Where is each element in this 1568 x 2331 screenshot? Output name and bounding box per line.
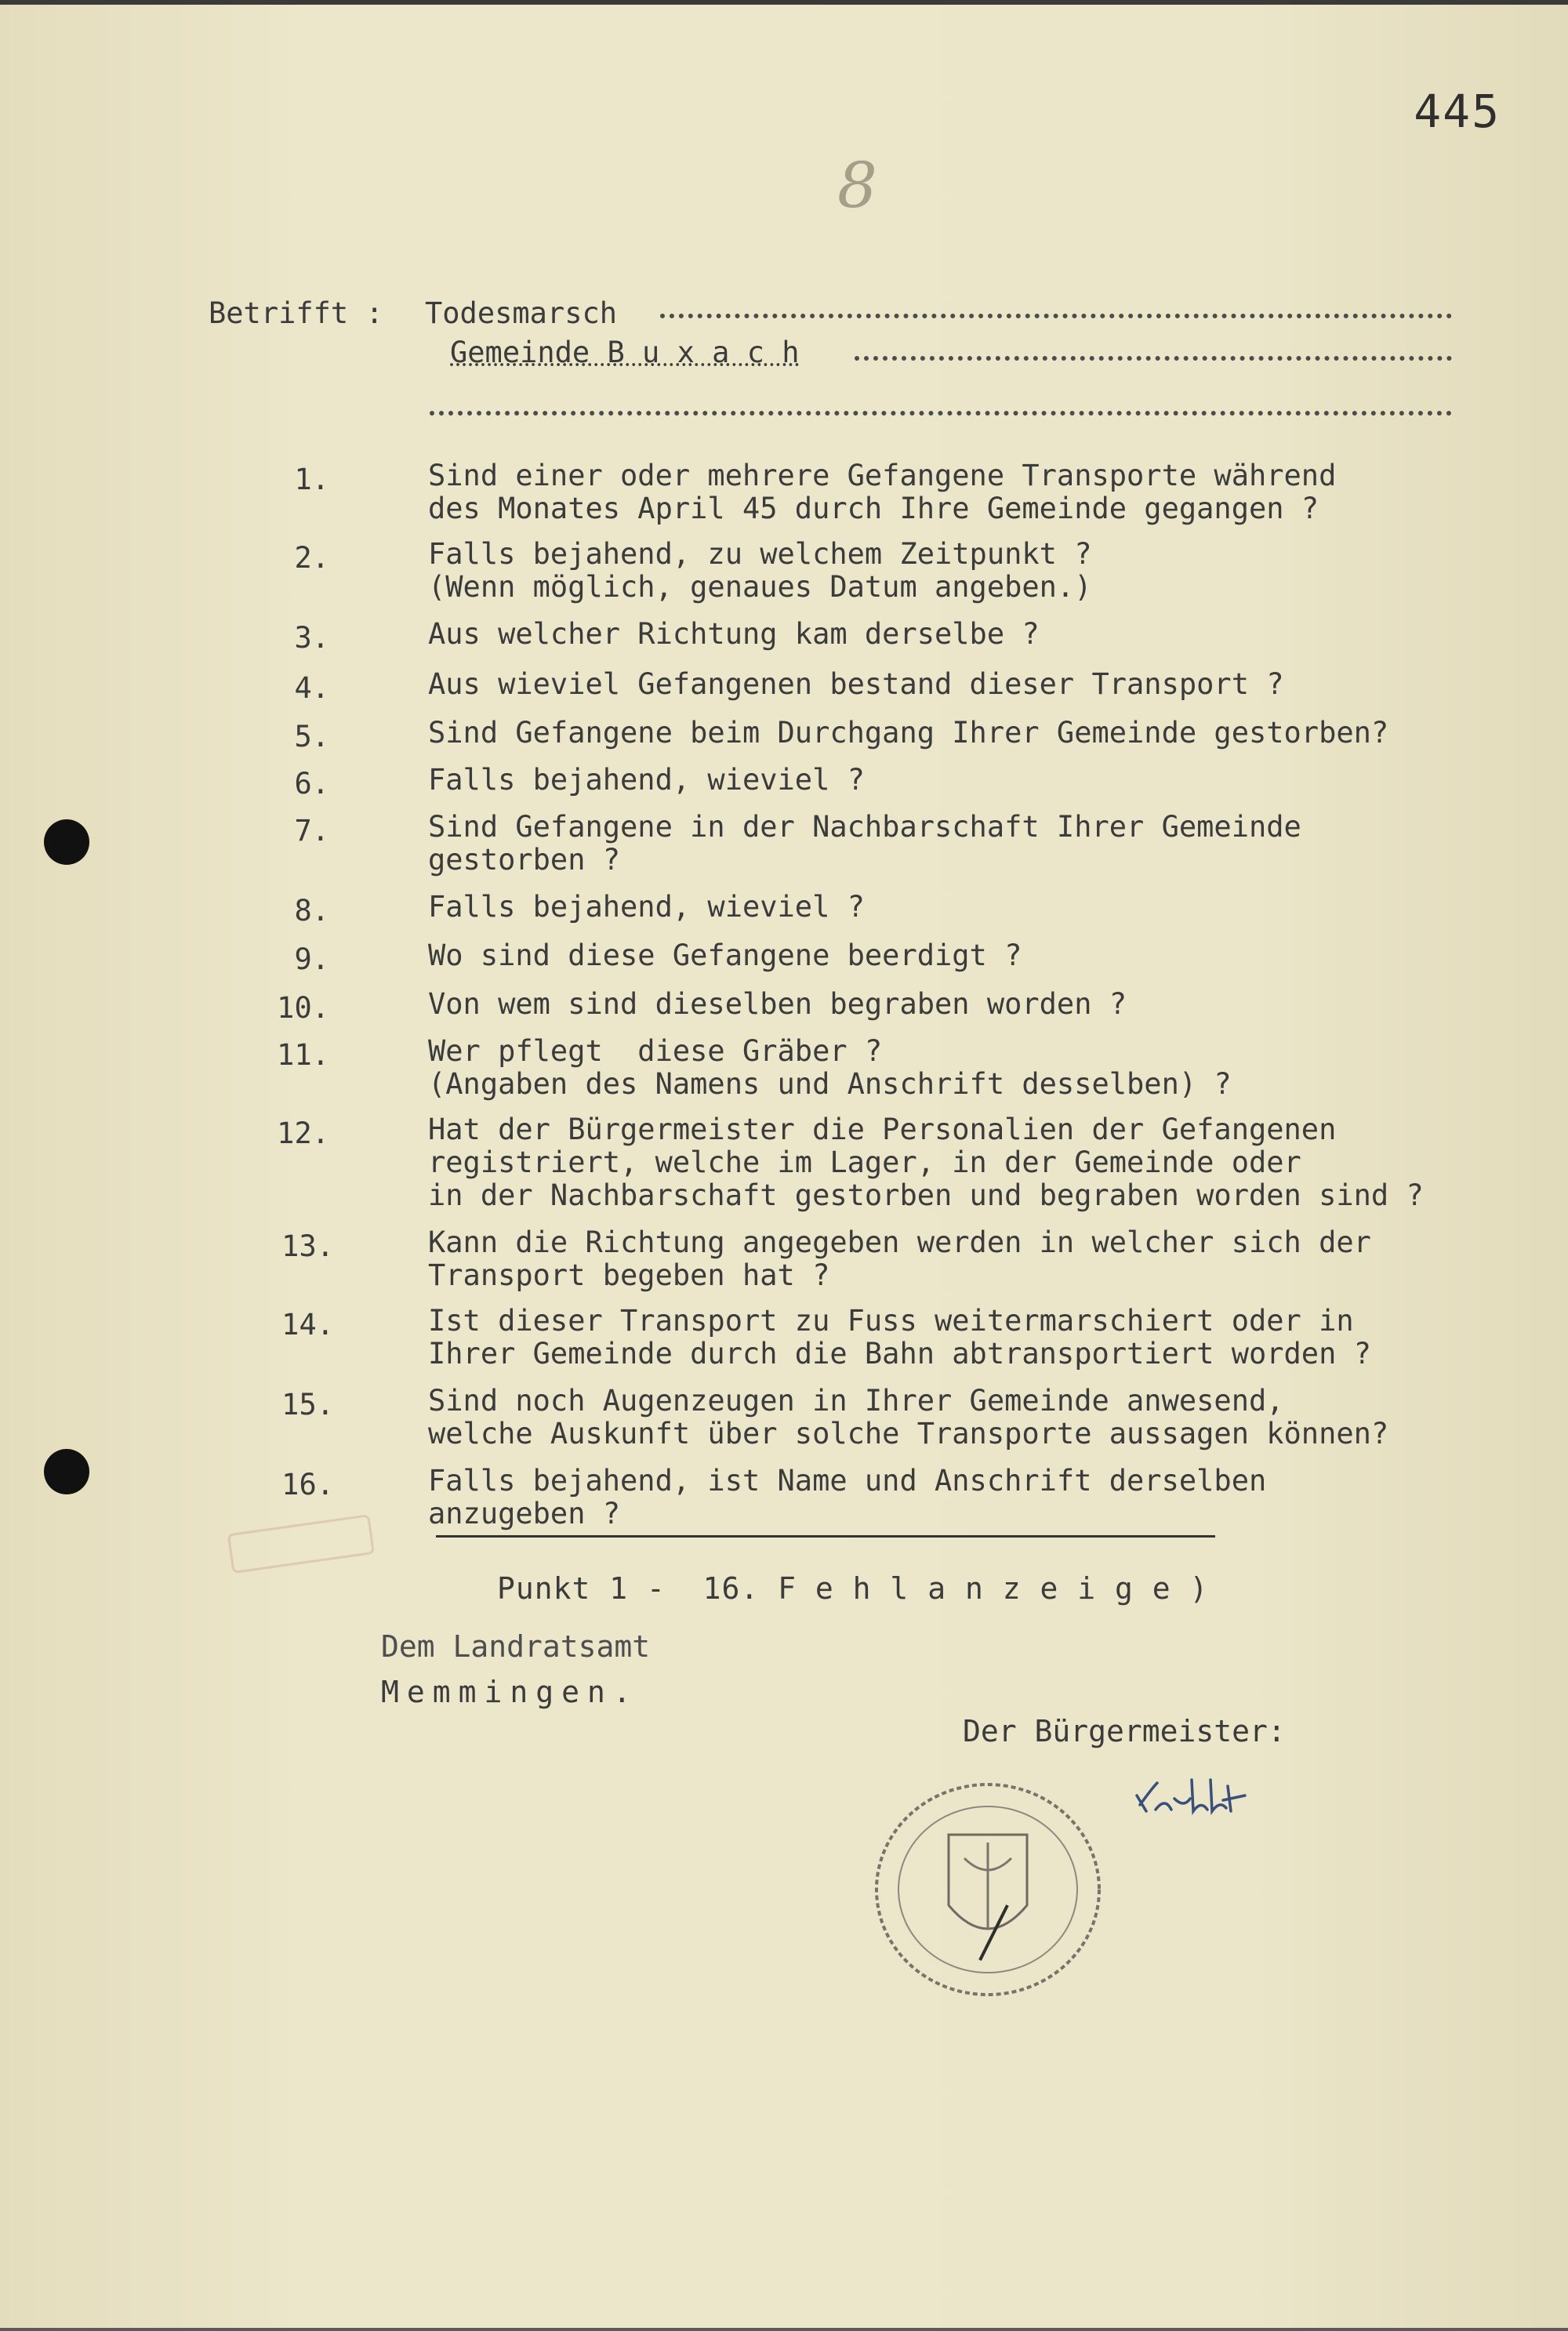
subject-row	[209, 296, 618, 431]
mayor-signature	[1129, 1764, 1278, 1835]
question-number: 14.	[281, 1308, 334, 1342]
question-number: 2.	[294, 541, 329, 575]
subject-label: Betrifft :	[209, 296, 383, 330]
question-number: 1.	[294, 463, 329, 496]
dotted-line-2	[855, 356, 1452, 361]
dotted-line-1	[660, 314, 1452, 318]
question-number: 4.	[294, 671, 329, 705]
question-text: Wer pflegt diese Gräber ? (Angaben des Namens und Anschrift desselben) ?	[428, 1034, 1232, 1101]
municipal-seal	[862, 1772, 1113, 2007]
negative-report-line: Punkt 1 - 16. F e h l a n z e i g e )	[497, 1571, 1209, 1606]
punch-hole-upper	[44, 819, 89, 865]
question-text: Hat der Bürgermeister die Personalien der Gefangenen registriert, welche im Lager, in der Gemeinde oder in der Nachbarschaft gestorben und begraben worden sind ?	[428, 1113, 1424, 1212]
question-number: 8.	[294, 894, 329, 928]
question-text: Sind Gefangene in der Nachbarschaft Ihrer Gemeinde gestorben ?	[428, 810, 1301, 877]
question-number: 9.	[294, 942, 329, 976]
question-number: 5.	[294, 720, 329, 753]
question-text: Aus wieviel Gefangenen bestand dieser Transport ?	[428, 667, 1284, 701]
question-text: Sind einer oder mehrere Gefangene Transporte während des Monates April 45 durch Ihre Gemeinde gegangen ?	[428, 459, 1337, 525]
question-number: 13.	[281, 1229, 334, 1263]
question-number: 15.	[281, 1388, 334, 1421]
question-text: Von wem sind dieselben begraben worden ?	[428, 987, 1127, 1021]
punch-hole-lower	[44, 1449, 89, 1494]
dotted-line-3	[430, 411, 1452, 416]
question-text: Falls bejahend, zu welchem Zeitpunkt ? (Wenn möglich, genaues Datum angeben.)	[428, 537, 1092, 604]
subject-value: Todesmarsch	[425, 296, 618, 330]
question-text: Kann die Richtung angegeben werden in welcher sich der Transport begeben hat ?	[428, 1225, 1371, 1292]
scan-bottom-edge	[0, 2328, 1568, 2331]
question-text: Falls bejahend, wieviel ?	[428, 890, 865, 924]
question-number: 3.	[294, 621, 329, 655]
question-number: 11.	[277, 1038, 329, 1072]
recipient-line-2: Memmingen.	[381, 1675, 639, 1709]
question-text: Aus welcher Richtung kam derselbe ?	[428, 617, 1040, 651]
mayor-title: Der Bürgermeister:	[963, 1714, 1286, 1748]
page-number: 445	[1414, 85, 1501, 138]
question-number: 6.	[294, 767, 329, 801]
faint-red-stamp-mark	[224, 1507, 379, 1582]
question-number: 16.	[281, 1468, 334, 1501]
question-text: Falls bejahend, ist Name und Anschrift derselben anzugeben ?	[428, 1464, 1267, 1530]
question-text: Ist dieser Transport zu Fuss weitermarschiert oder in Ihrer Gemeinde durch die Bahn abtransportiert worden ?	[428, 1304, 1371, 1371]
question-text: Falls bejahend, wieviel ?	[428, 763, 865, 797]
subject-community: Gemeinde B u x a c h	[450, 336, 800, 369]
question-text: Sind noch Augenzeugen in Ihrer Gemeinde anwesend, welche Auskunft über solche Transporte aussagen können?	[428, 1384, 1389, 1451]
recipient-line-1: Dem Landratsamt	[381, 1629, 651, 1664]
signature-rule	[436, 1535, 1215, 1538]
pencil-mark: 8	[837, 149, 877, 222]
scan-top-edge	[0, 0, 1568, 5]
question-number: 10.	[277, 991, 329, 1025]
question-text: Sind Gefangene beim Durchgang Ihrer Gemeinde gestorben?	[428, 716, 1389, 750]
question-number: 12.	[277, 1116, 329, 1150]
question-text: Wo sind diese Gefangene beerdigt ?	[428, 939, 1022, 972]
question-number: 7.	[294, 814, 329, 848]
